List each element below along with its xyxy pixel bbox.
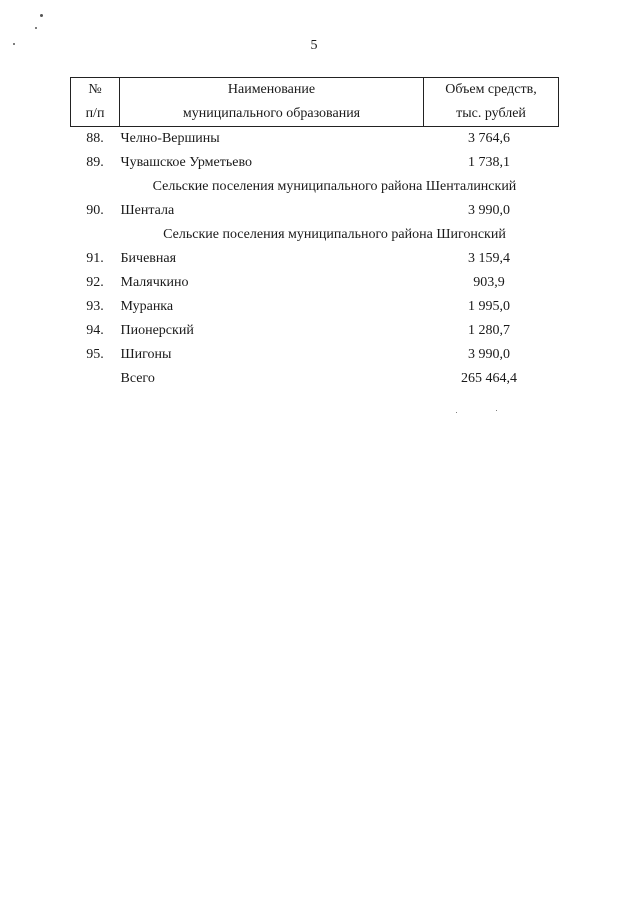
row-name: Муранка — [120, 299, 174, 314]
header-num-line2: п/п — [85, 106, 105, 121]
row-amount: 3 990,0 — [468, 347, 510, 362]
row-amount: 1 738,1 — [468, 155, 510, 170]
row-name: Челно-Вершины — [120, 131, 220, 146]
row-name: Шентала — [120, 203, 175, 218]
scan-speck — [13, 43, 15, 45]
row-number: 95. — [86, 347, 104, 362]
section-row — [71, 175, 559, 199]
table-header — [71, 78, 559, 127]
scan-speck — [40, 14, 43, 17]
row-number: 92. — [86, 275, 104, 290]
header-name-line1: Наименование — [227, 82, 316, 97]
total-amount: 265 464,4 — [461, 371, 517, 386]
header-num — [71, 78, 120, 127]
total-row — [71, 367, 559, 391]
row-name: Малячкино — [120, 275, 189, 290]
header-amount-line2: тыс. рублей — [456, 106, 526, 121]
row-amount: 3 764,6 — [468, 131, 510, 146]
header-name — [120, 78, 424, 127]
header-num-line1: № — [88, 82, 102, 97]
scan-speck — [496, 410, 497, 411]
scan-speck — [35, 27, 37, 29]
table-row — [71, 295, 559, 319]
row-amount: 1 995,0 — [468, 299, 510, 314]
header-name-line2: муниципального образования — [182, 106, 361, 121]
row-number: 88. — [86, 131, 104, 146]
header-amount-line1: Объем средств, — [445, 82, 537, 97]
table-row — [71, 343, 559, 367]
section-title: Сельские поселения муниципального района Шенталинский — [152, 179, 517, 194]
row-number: 89. — [86, 155, 104, 170]
row-number: 93. — [86, 299, 104, 314]
row-name: Бичевная — [120, 251, 177, 266]
table-body — [71, 127, 559, 392]
row-number: 94. — [86, 323, 104, 338]
section-title: Сельские поселения муниципального района Шигонский — [163, 227, 506, 242]
page-number: 5 — [310, 38, 318, 53]
scan-speck — [456, 412, 457, 413]
row-amount: 3 159,4 — [468, 251, 510, 266]
table-row — [71, 247, 559, 271]
row-name: Чувашское Урметьево — [120, 155, 252, 170]
header-amount — [424, 78, 559, 127]
row-amount: 1 280,7 — [468, 323, 510, 338]
row-number: 90. — [86, 203, 104, 218]
row-amount: 903,9 — [473, 275, 505, 290]
row-name: Пионерский — [120, 323, 194, 338]
row-amount: 3 990,0 — [468, 203, 510, 218]
table-row — [71, 199, 559, 223]
allocation-table — [70, 77, 559, 391]
table-row — [71, 319, 559, 343]
total-number — [71, 367, 120, 391]
total-label: Всего — [120, 371, 155, 386]
table-row — [71, 127, 559, 152]
table-row — [71, 271, 559, 295]
table-row — [71, 151, 559, 175]
row-name: Шигоны — [120, 347, 172, 362]
section-row — [71, 223, 559, 247]
row-number: 91. — [86, 251, 104, 266]
